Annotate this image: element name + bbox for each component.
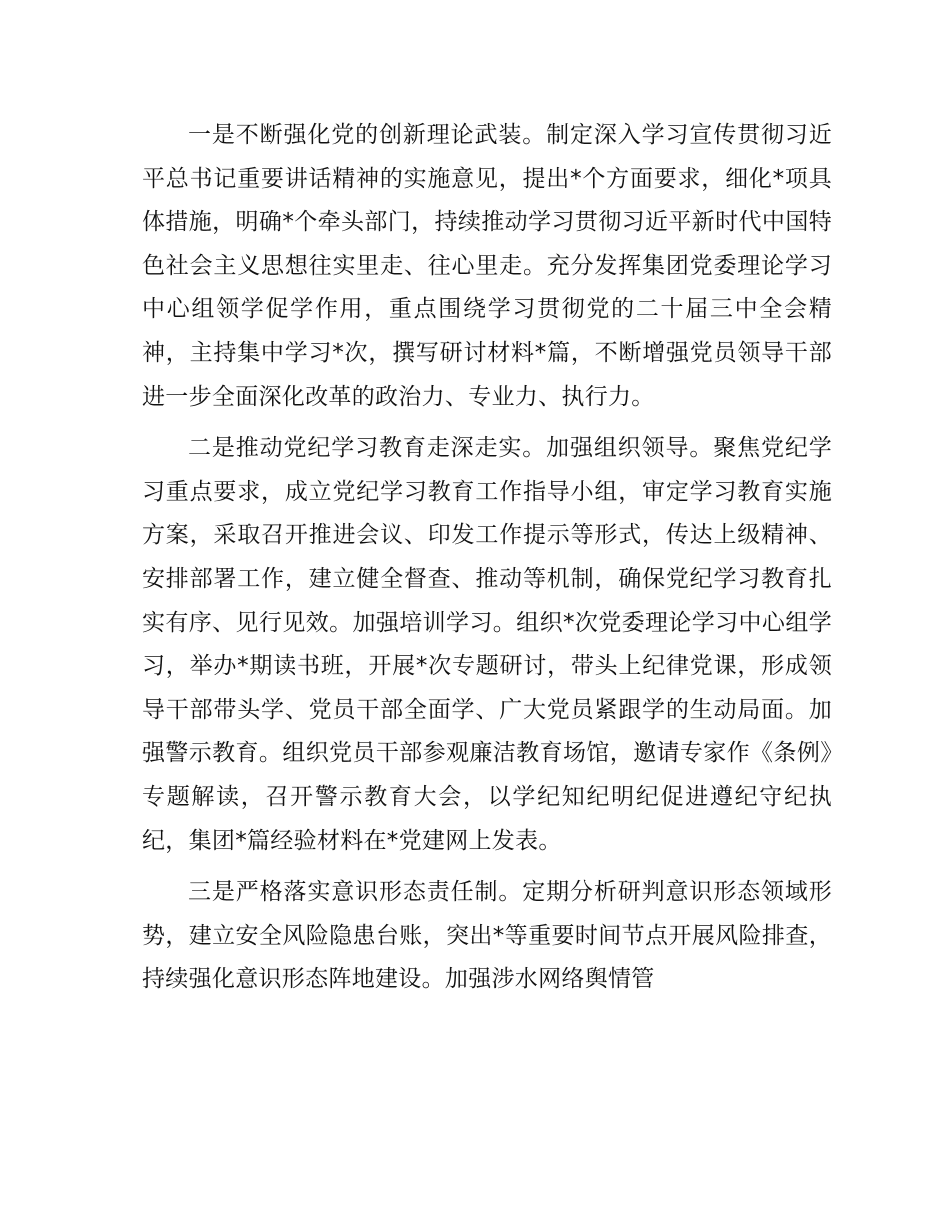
paragraph-ideology-responsibility: 三是严格落实意识形态责任制。定期分析研判意识形态领域形势，建立安全风险隐患台账，突出*等重要时间节点开展风险排查，持续强化意识形态阵地建设。加强涉水网络舆情管 [142,879,832,993]
paragraph-discipline-education: 二是推动党纪学习教育走深走实。加强组织领导。聚焦党纪学习重点要求，成立党纪学习教育工作指导小组，审定学习教育实施方案，采取召开推进会议、印发工作提示等形式，传达上级精神、安排部署工作，建立健全督查、推动等机制，确保党纪学习教育扎实有序、见行见效。加强培训学习。组织*次党委理论学习中心组学习，举办*期读书班，开展*次专题研讨，带头上纪律党课，形成领导干部带头学、党员干部全面学、广大党员紧跟学的生动局面。加强警示教育。组织党员干部参观廉洁教育场馆，邀请专家作《条例》专题解读，召开警示教育大会，以学纪知纪明纪促进遵纪守纪执纪，集团*篇经验材料在*党建网上发表。 [142,435,832,854]
document-body [142,114,832,1010]
paragraph-theory-study: 一是不断强化党的创新理论武装。制定深入学习宣传贯彻习近平总书记重要讲话精神的实施意见，提出*个方面要求，细化*项具体措施，明确*个牵头部门，持续推动学习贯彻习近平新时代中国特色社会主义思想往实里走、往心里走。充分发挥集团党委理论学习中心组领学促学作用，重点围绕学习贯彻党的二十届三中全会精神，主持集中学习*次，撰写研讨材料*篇，不断增强党员领导干部进一步全面深化改革的政治力、专业力、执行力。 [142,122,832,410]
